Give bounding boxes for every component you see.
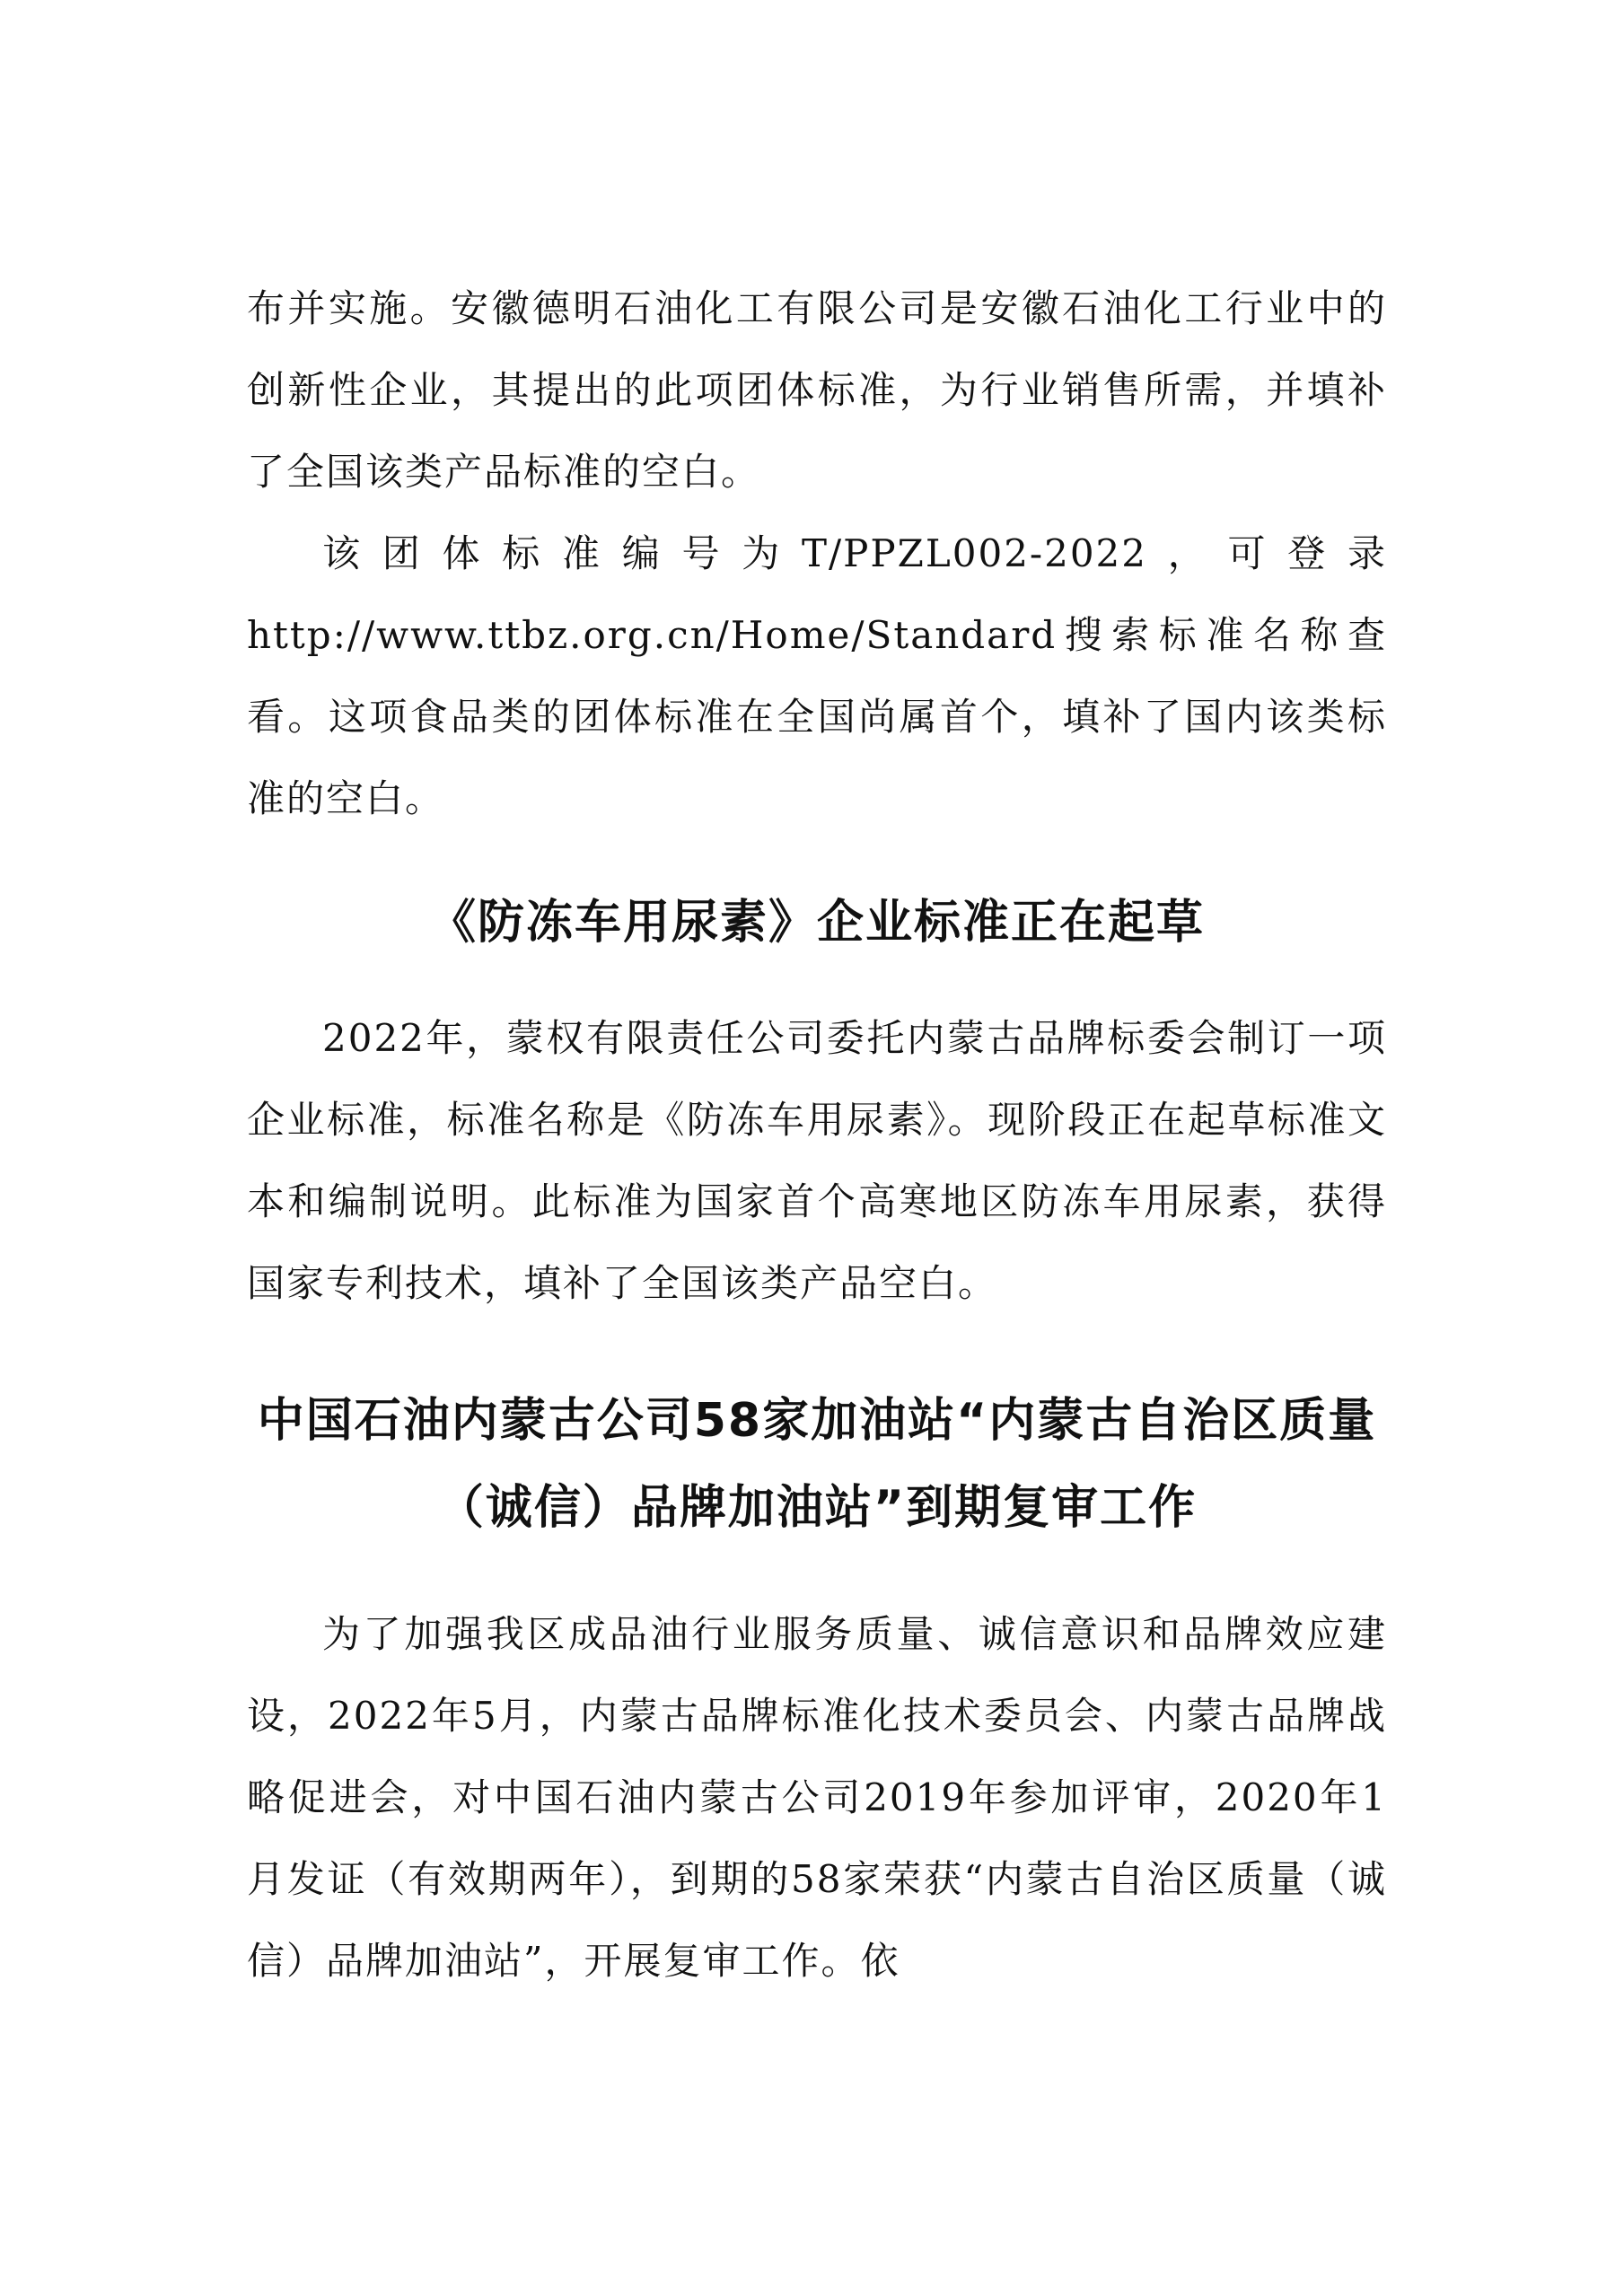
- section2-title: 中国石油内蒙古公司58家加油站“内蒙古自治区质量（诚信）品牌加油站”到期复审工作: [257, 1394, 1377, 1535]
- intro-paragraph: 布并实施。安徽德明石油化工有限公司是安徽石油化工行业中的创新性企业，其提出的此项团体标准，为行业销售所需，并填补了全国该类产品标准的空白。: [247, 286, 1387, 494]
- section1-title: 《防冻车用尿素》企业标准正在起草: [428, 896, 1205, 950]
- section2-paragraph: 为了加强我区成品油行业服务质量、诚信意识和品牌效应建设，2022年5月，内蒙古品牌标准化技术委员会、内蒙古品牌战略促进会，对中国石油内蒙古公司2019年参加评审，2020年1月发证（有效期两年），到期的58家荣获“内蒙古自治区质量（诚信）品牌加油站”，开展复审工作。依: [247, 1612, 1387, 1983]
- section1-paragraph: 2022年，蒙权有限责任公司委托内蒙古品牌标委会制订一项企业标准，标准名称是《防冻车用尿素》。现阶段正在起草标准文本和编制说明。此标准为国家首个高寒地区防冻车用尿素，获得国家专利技术，填补了全国该类产品空白。: [247, 1016, 1387, 1305]
- standard-paragraph: 该团体标准编号为T/PPZL002-2022，可登录http://www.ttbz.org.cn/Home/Standard搜索标准名称查看。这项食品类的团体标准在全国尚属首个，填补了国内该类标准的空白。: [247, 531, 1387, 820]
- document-page: [247, 276, 1387, 2002]
